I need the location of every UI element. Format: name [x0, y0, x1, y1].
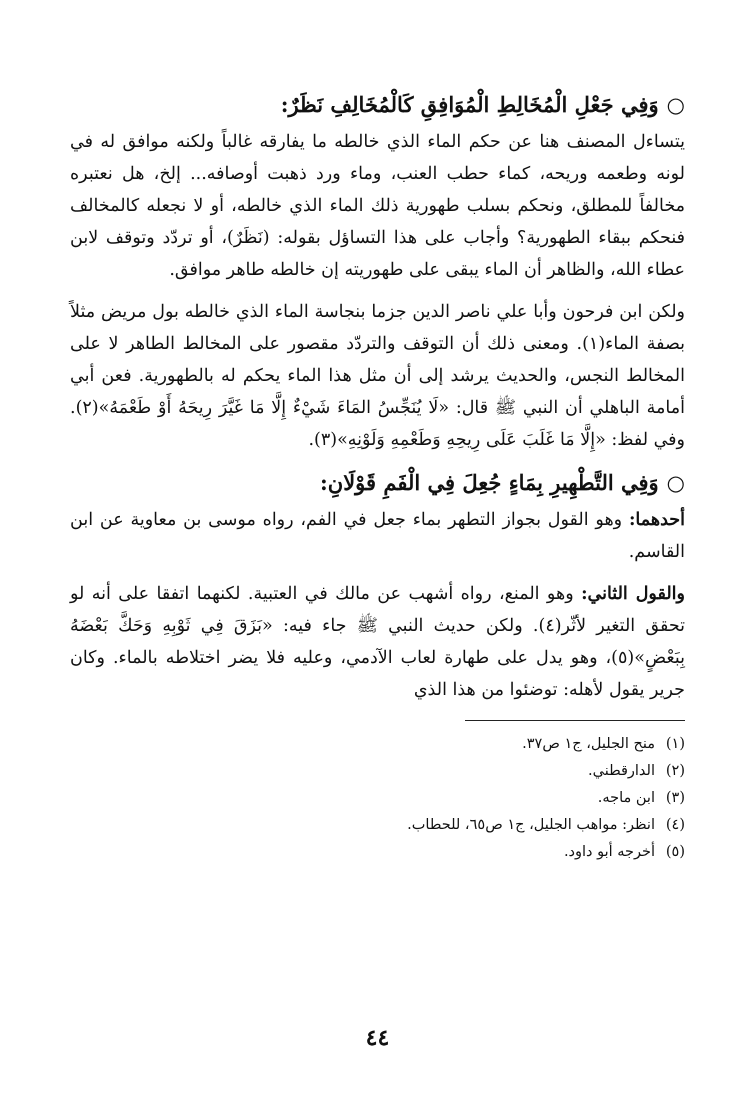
- footnote: (٤)انظر: مواهب الجليل، ج١ ص٦٥، للحطاب.: [407, 817, 685, 833]
- paragraph-3: [70, 504, 685, 568]
- circle-bullet-icon: ○: [666, 471, 685, 495]
- footnotes: [70, 731, 685, 866]
- paragraph-4-text: وهو المنع، رواه أشهب عن مالك في العتبية. لكنهما اتفقا على أنه لو تحقق التغير لأثّر(٤). ولكن حديث النبي ﷺ جاء فيه: «بَزَقَ فِي ثَوْبِهِ وَحَكَّ بَعْضَهُ بِبَعْضٍ»(٥)، وهو يدل على طهارة لعاب الآدمي، وعليه فلا يضر اختلاطه بالماء. وكان جرير يقول لأهله: توضئوا من هذا الذي: [70, 584, 685, 700]
- heading-2-text: وَفِي التَّطْهِيرِ بِمَاءٍ جُعِلَ فِي الْفَمِ قَوْلَانِ:: [320, 470, 659, 495]
- footnote: (٢)الدارقطني.: [588, 763, 685, 779]
- paragraph-1: يتساءل المصنف هنا عن حكم الماء الذي خالطه ما يفارقه غالباً ولكنه موافق له في لونه وطعمه وريحه، كماء حطب العنب، وماء ورد ذهبت أوصافه... إلخ، هل نعتبره مخالفاً للمطلق، ونحكم بسلب طهورية ذلك الماء الذي خالطه، أو لا نجعله كالمخالف فنحكم ببقاء الطهورية؟ وأجاب على هذا التساؤل بقوله: (نَظَرٌ)، أو تردّد وتوقف لابن عطاء الله، والظاهر أن الماء يبقى على طهوريته إن خالطه طاهر موافق.: [70, 132, 685, 280]
- paragraph-3-text: وهو القول بجواز التطهر بماء جعل في الفم، رواه موسى بن معاوية عن ابن القاسم.: [70, 510, 685, 562]
- circle-bullet-icon: ○: [666, 93, 685, 117]
- footnote: (٥)أخرجه أبو داود.: [563, 844, 685, 860]
- paragraph-4: [70, 578, 685, 706]
- section-heading-2: [70, 466, 685, 500]
- section-heading-1: [70, 88, 685, 122]
- footnote-divider: [465, 720, 685, 721]
- paragraph-3-lead: أحدهما:: [628, 510, 685, 530]
- page-number: ٤٤: [365, 1025, 390, 1051]
- footnote: (١)منح الجليل، ج١ ص٣٧.: [522, 736, 685, 752]
- heading-1-text: وَفِي جَعْلِ الْمُخَالِطِ الْمُوَافِقِ كَالْمُخَالِفِ نَظَرٌ:: [280, 92, 659, 117]
- paragraph-4-lead: والقول الثاني:: [581, 584, 685, 604]
- paragraph-2: ولكن ابن فرحون وأبا علي ناصر الدين جزما بنجاسة الماء الذي خالطه بول مريض مثلاً بصفة الماء(١). ومعنى ذلك أن التوقف والتردّد مقصور على المخالط الطاهر لا على المخالط النجس، والحديث يرشد إلى أن مثل هذا الماء يحكم له بالطهورية. فعن أبي أمامة الباهلي أن النبي ﷺ قال: «لَا يُنَجِّسُ المَاءَ شَيْءٌ إِلَّا مَا غَيَّرَ رِيحَهُ أَوْ طَعْمَهُ»(٢). وفي لفظ: «إِلَّا مَا غَلَبَ عَلَى رِيحِهِ وَطَعْمِهِ وَلَوْنِهِ»(٣).: [70, 302, 685, 450]
- footnote: (٣)ابن ماجه.: [597, 790, 685, 806]
